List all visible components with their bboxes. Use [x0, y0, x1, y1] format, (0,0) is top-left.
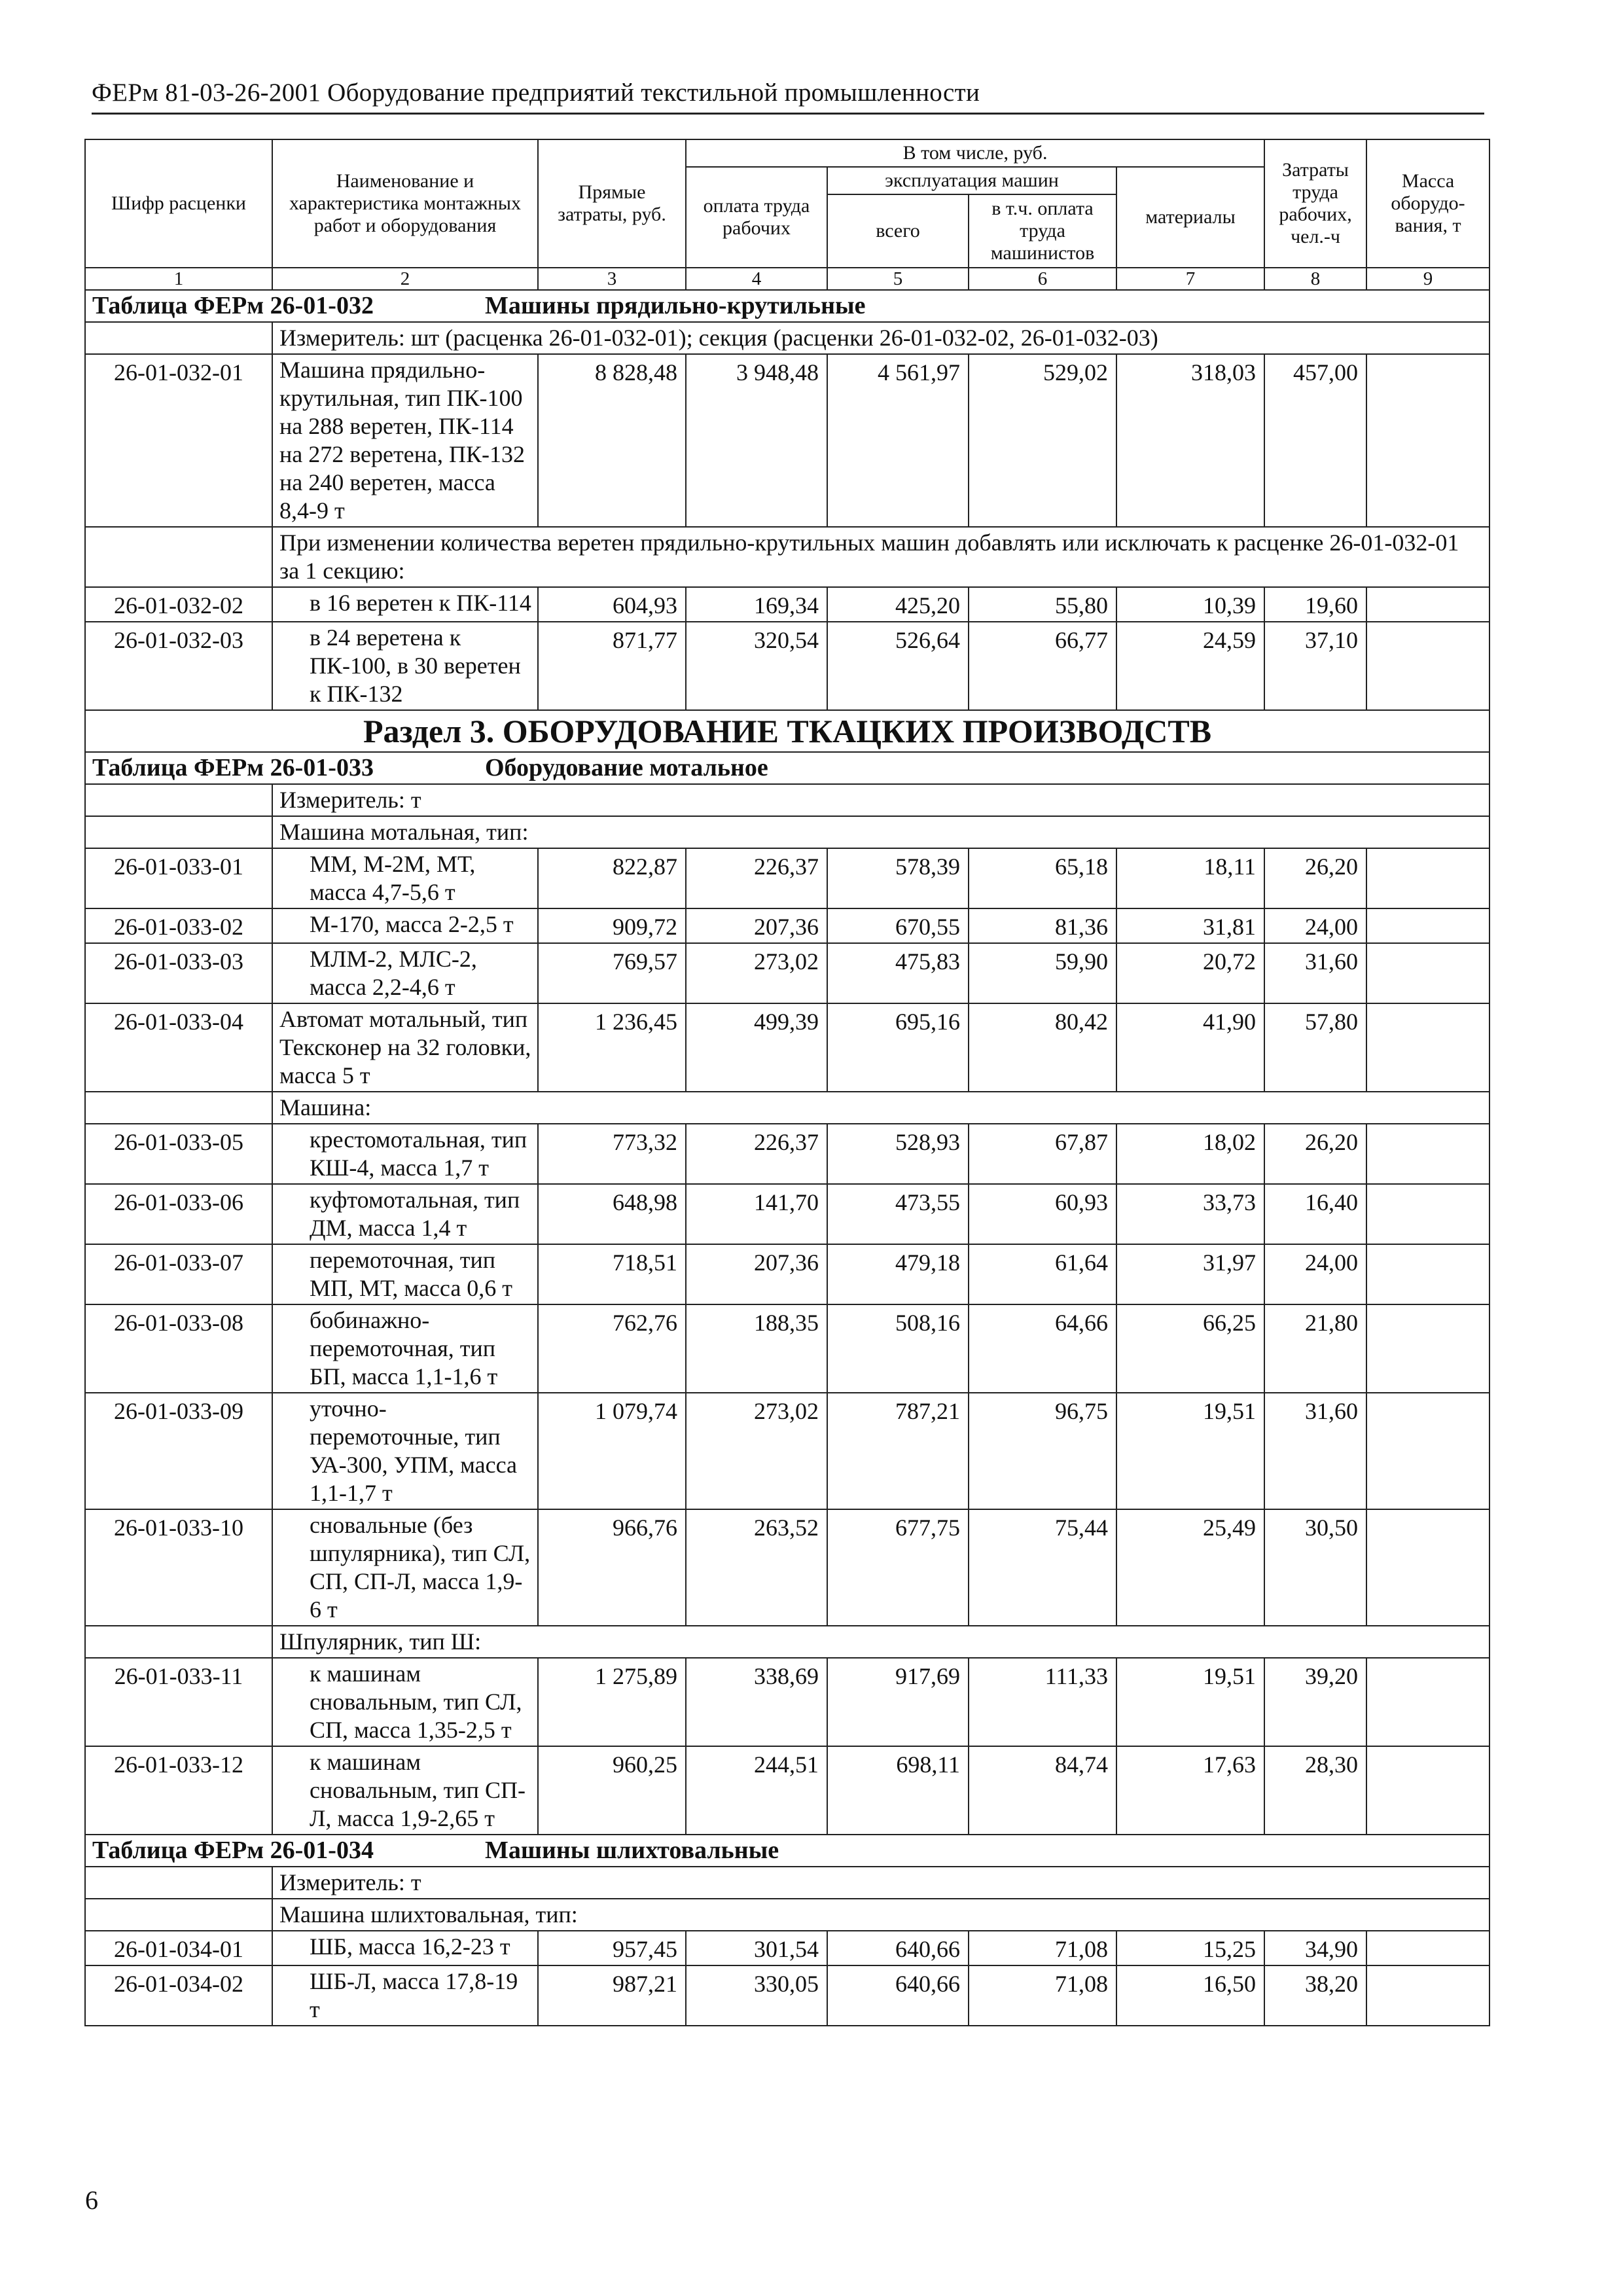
machines-total: 670,55: [827, 908, 969, 943]
rate-code: 26-01-033-11: [85, 1658, 272, 1746]
note-text: При изменении количества веретен прядильно-крутильных машин добавлять или исключать к расценке 26-01-032-01 за 1 секцию:: [272, 527, 1489, 587]
table-row: [85, 848, 1489, 908]
wages: 273,02: [686, 943, 827, 1003]
col-number: 1: [85, 268, 272, 290]
labor: 31,60: [1264, 1393, 1366, 1509]
col-header-machines: эксплуатация машин: [827, 167, 1116, 194]
machines-total: 508,16: [827, 1304, 969, 1393]
table-row: [85, 1965, 1489, 2026]
group-label: Машина:: [272, 1092, 1489, 1124]
mass: [1366, 1509, 1489, 1626]
wages: 188,35: [686, 1304, 827, 1393]
table-row: [85, 1244, 1489, 1304]
rates-table: [84, 139, 1490, 2026]
direct-costs: 762,76: [538, 1304, 686, 1393]
wages: 141,70: [686, 1184, 827, 1244]
mass: [1366, 908, 1489, 943]
mass: [1366, 848, 1489, 908]
rate-name: ШБ-Л, масса 17,8-19 т: [272, 1965, 538, 2026]
wages: 301,54: [686, 1931, 827, 1965]
rate-name: к машинам сновальным, тип СП-Л, масса 1,9-2,65 т: [272, 1746, 538, 1835]
direct-costs: 822,87: [538, 848, 686, 908]
rate-name: уточно-перемоточные, тип УА-300, УПМ, масса 1,1-1,7 т: [272, 1393, 538, 1509]
col-header-direct: Прямые затраты, руб.: [538, 139, 686, 268]
table-row: [85, 1184, 1489, 1244]
table-row: [85, 908, 1489, 943]
machines-wages: 60,93: [969, 1184, 1116, 1244]
direct-costs: 773,32: [538, 1124, 686, 1184]
wages: 499,39: [686, 1003, 827, 1092]
mass: [1366, 1931, 1489, 1965]
direct-costs: 871,77: [538, 622, 686, 710]
table-row: [85, 1003, 1489, 1092]
machines-wages: 66,77: [969, 622, 1116, 710]
machines-wages: 65,18: [969, 848, 1116, 908]
labor: 39,20: [1264, 1658, 1366, 1746]
table-name: Оборудование мотальное: [485, 754, 768, 781]
table-id: Таблица ФЕРм 26-01-034: [92, 1837, 374, 1864]
mass: [1366, 1393, 1489, 1509]
mass: [1366, 943, 1489, 1003]
section-title: Раздел 3. ОБОРУДОВАНИЕ ТКАЦКИХ ПРОИЗВОДСТВ: [85, 710, 1489, 752]
rate-name: куфтомотальная, тип ДМ, масса 1,4 т: [272, 1184, 538, 1244]
table-name: Машины прядильно-крутильные: [485, 292, 866, 319]
measure-text: Измеритель: шт (расценка 26-01-032-01); секция (расценки 26-01-032-02, 26-01-032-03): [272, 322, 1489, 354]
labor: 16,40: [1264, 1184, 1366, 1244]
direct-costs: 1 236,45: [538, 1003, 686, 1092]
mass: [1366, 1746, 1489, 1835]
direct-costs: 604,93: [538, 587, 686, 622]
mass: [1366, 587, 1489, 622]
labor: 28,30: [1264, 1746, 1366, 1835]
rate-code: 26-01-033-05: [85, 1124, 272, 1184]
materials: 318,03: [1116, 354, 1264, 527]
direct-costs: 960,25: [538, 1746, 686, 1835]
group-row: [85, 1092, 1489, 1124]
materials: 20,72: [1116, 943, 1264, 1003]
col-header-materials: материалы: [1116, 167, 1264, 268]
machines-wages: 111,33: [969, 1658, 1116, 1746]
materials: 33,73: [1116, 1184, 1264, 1244]
machines-wages: 71,08: [969, 1931, 1116, 1965]
col-header-wages: оплата труда рабочих: [686, 167, 827, 268]
labor: 24,00: [1264, 908, 1366, 943]
col-header-machines-wages: в т.ч. оплата труда машинистов: [969, 194, 1116, 268]
table-row: [85, 354, 1489, 527]
materials: 18,02: [1116, 1124, 1264, 1184]
measure-text: Измеритель: т: [272, 1867, 1489, 1899]
rate-code: 26-01-034-01: [85, 1931, 272, 1965]
machines-total: 528,93: [827, 1124, 969, 1184]
mass: [1366, 1003, 1489, 1092]
wages: 338,69: [686, 1658, 827, 1746]
machines-total: 479,18: [827, 1244, 969, 1304]
col-number: 8: [1264, 268, 1366, 290]
machines-total: 4 561,97: [827, 354, 969, 527]
labor: 34,90: [1264, 1931, 1366, 1965]
machines-wages: 71,08: [969, 1965, 1116, 2026]
machines-wages: 59,90: [969, 943, 1116, 1003]
rate-code: 26-01-033-06: [85, 1184, 272, 1244]
measure-row: [85, 784, 1489, 816]
rate-name: Машина прядильно-крутильная, тип ПК-100 на 288 веретен, ПК-114 на 272 веретена, ПК-132 на 240 веретен, масса 8,4-9 т: [272, 354, 538, 527]
table-row: [85, 1509, 1489, 1626]
wages: 207,36: [686, 1244, 827, 1304]
materials: 41,90: [1116, 1003, 1264, 1092]
col-header-labor: Затраты труда рабочих, чел.-ч: [1264, 139, 1366, 268]
wages: 330,05: [686, 1965, 827, 2026]
col-header-machines-total: всего: [827, 194, 969, 268]
labor: 26,20: [1264, 848, 1366, 908]
measure-text: Измеритель: т: [272, 784, 1489, 816]
mass: [1366, 354, 1489, 527]
table-id: Таблица ФЕРм 26-01-032: [92, 292, 374, 319]
rate-code: 26-01-032-02: [85, 587, 272, 622]
direct-costs: 1 275,89: [538, 1658, 686, 1746]
materials: 24,59: [1116, 622, 1264, 710]
table-title-row: [85, 290, 1489, 322]
rate-code: 26-01-033-08: [85, 1304, 272, 1393]
machines-total: 475,83: [827, 943, 969, 1003]
labor: 21,80: [1264, 1304, 1366, 1393]
machines-wages: 55,80: [969, 587, 1116, 622]
col-number: 9: [1366, 268, 1489, 290]
labor: 31,60: [1264, 943, 1366, 1003]
materials: 25,49: [1116, 1509, 1264, 1626]
materials: 66,25: [1116, 1304, 1264, 1393]
rate-code: 26-01-034-02: [85, 1965, 272, 2026]
table-row: [85, 943, 1489, 1003]
machines-wages: 96,75: [969, 1393, 1116, 1509]
mass: [1366, 1965, 1489, 2026]
wages: 226,37: [686, 1124, 827, 1184]
rate-name: перемоточная, тип МП, МТ, масса 0,6 т: [272, 1244, 538, 1304]
direct-costs: 8 828,48: [538, 354, 686, 527]
col-header-mass: Масса оборудо-вания, т: [1366, 139, 1489, 268]
rate-name: в 24 веретена к ПК-100, в 30 веретен к ПК-132: [272, 622, 538, 710]
machines-total: 917,69: [827, 1658, 969, 1746]
rate-code: 26-01-033-01: [85, 848, 272, 908]
table-row: [85, 1931, 1489, 1965]
rate-name: М-170, масса 2-2,5 т: [272, 908, 538, 943]
rate-name: ШБ, масса 16,2-23 т: [272, 1931, 538, 1965]
direct-costs: 987,21: [538, 1965, 686, 2026]
rate-name: в 16 веретен к ПК-114: [272, 587, 538, 622]
rate-name: крестомотальная, тип КШ-4, масса 1,7 т: [272, 1124, 538, 1184]
table-row: [85, 622, 1489, 710]
group-row: [85, 1626, 1489, 1658]
machines-total: 698,11: [827, 1746, 969, 1835]
direct-costs: 769,57: [538, 943, 686, 1003]
rate-code: 26-01-033-09: [85, 1393, 272, 1509]
mass: [1366, 1124, 1489, 1184]
materials: 19,51: [1116, 1393, 1264, 1509]
labor: 19,60: [1264, 587, 1366, 622]
rate-name: ММ, М-2М, МТ, масса 4,7-5,6 т: [272, 848, 538, 908]
wages: 320,54: [686, 622, 827, 710]
rate-code: 26-01-032-01: [85, 354, 272, 527]
col-number: 6: [969, 268, 1116, 290]
col-number: 3: [538, 268, 686, 290]
materials: 18,11: [1116, 848, 1264, 908]
machines-total: 787,21: [827, 1393, 969, 1509]
rate-name: к машинам сновальным, тип СЛ, СП, масса 1,35-2,5 т: [272, 1658, 538, 1746]
materials: 10,39: [1116, 587, 1264, 622]
machines-total: 640,66: [827, 1931, 969, 1965]
section-title-row: [85, 710, 1489, 752]
direct-costs: 718,51: [538, 1244, 686, 1304]
group-label: Машина шлихтовальная, тип:: [272, 1899, 1489, 1931]
rate-code: 26-01-033-07: [85, 1244, 272, 1304]
machines-wages: 67,87: [969, 1124, 1116, 1184]
table-row: [85, 1124, 1489, 1184]
wages: 169,34: [686, 587, 827, 622]
machines-wages: 84,74: [969, 1746, 1116, 1835]
wages: 263,52: [686, 1509, 827, 1626]
labor: 38,20: [1264, 1965, 1366, 2026]
rate-code: 26-01-033-03: [85, 943, 272, 1003]
materials: 19,51: [1116, 1658, 1264, 1746]
materials: 15,25: [1116, 1931, 1264, 1965]
group-row: [85, 1899, 1489, 1931]
note-row: [85, 527, 1489, 587]
machines-total: 640,66: [827, 1965, 969, 2026]
labor: 457,00: [1264, 354, 1366, 527]
machines-total: 473,55: [827, 1184, 969, 1244]
machines-wages: 64,66: [969, 1304, 1116, 1393]
direct-costs: 648,98: [538, 1184, 686, 1244]
machines-wages: 80,42: [969, 1003, 1116, 1092]
machines-total: 695,16: [827, 1003, 969, 1092]
table-row: [85, 1304, 1489, 1393]
page-number: 6: [85, 2185, 98, 2215]
rate-code: 26-01-033-12: [85, 1746, 272, 1835]
machines-wages: 529,02: [969, 354, 1116, 527]
rate-code: 26-01-033-10: [85, 1509, 272, 1626]
rates-table-wrap: [84, 139, 1489, 2026]
table-name: Машины шлихтовальные: [485, 1837, 779, 1864]
wages: 244,51: [686, 1746, 827, 1835]
rate-code: 26-01-033-04: [85, 1003, 272, 1092]
labor: 30,50: [1264, 1509, 1366, 1626]
labor: 24,00: [1264, 1244, 1366, 1304]
col-header-name: Наименование и характеристика монтажных работ и оборудования: [272, 139, 538, 268]
materials: 17,63: [1116, 1746, 1264, 1835]
table-row: [85, 1658, 1489, 1746]
mass: [1366, 1244, 1489, 1304]
column-numbers-row: [85, 268, 1489, 290]
machines-total: 677,75: [827, 1509, 969, 1626]
table-row: [85, 587, 1489, 622]
direct-costs: 909,72: [538, 908, 686, 943]
direct-costs: 1 079,74: [538, 1393, 686, 1509]
col-header-including: В том числе, руб.: [686, 139, 1264, 167]
col-number: 7: [1116, 268, 1264, 290]
col-number: 4: [686, 268, 827, 290]
group-row: [85, 816, 1489, 848]
materials: 16,50: [1116, 1965, 1264, 2026]
page-header: ФЕРм 81-03-26-2001 Оборудование предприятий текстильной промышленности: [92, 77, 1484, 115]
measure-row: [85, 1867, 1489, 1899]
group-label: Машина мотальная, тип:: [272, 816, 1489, 848]
col-number: 5: [827, 268, 969, 290]
col-header-code: Шифр расценки: [85, 139, 272, 268]
mass: [1366, 1184, 1489, 1244]
labor: 26,20: [1264, 1124, 1366, 1184]
direct-costs: 957,45: [538, 1931, 686, 1965]
machines-total: 526,64: [827, 622, 969, 710]
table-title-row: [85, 752, 1489, 784]
direct-costs: 966,76: [538, 1509, 686, 1626]
labor: 57,80: [1264, 1003, 1366, 1092]
mass: [1366, 1658, 1489, 1746]
machines-wages: 61,64: [969, 1244, 1116, 1304]
rate-code: 26-01-032-03: [85, 622, 272, 710]
mass: [1366, 1304, 1489, 1393]
table-row: [85, 1393, 1489, 1509]
materials: 31,81: [1116, 908, 1264, 943]
rate-name: МЛМ-2, МЛС-2, масса 2,2-4,6 т: [272, 943, 538, 1003]
group-label: Шпулярник, тип Ш:: [272, 1626, 1489, 1658]
measure-row: [85, 322, 1489, 354]
mass: [1366, 622, 1489, 710]
machines-wages: 81,36: [969, 908, 1116, 943]
rate-name: бобинажно-перемоточная, тип БП, масса 1,1-1,6 т: [272, 1304, 538, 1393]
wages: 3 948,48: [686, 354, 827, 527]
table-row: [85, 1746, 1489, 1835]
machines-total: 425,20: [827, 587, 969, 622]
wages: 207,36: [686, 908, 827, 943]
col-number: 2: [272, 268, 538, 290]
machines-total: 578,39: [827, 848, 969, 908]
table-id: Таблица ФЕРм 26-01-033: [92, 754, 374, 781]
rate-name: сновальные (без шпулярника), тип СЛ, СП, СП-Л, масса 1,9-6 т: [272, 1509, 538, 1626]
machines-wages: 75,44: [969, 1509, 1116, 1626]
wages: 273,02: [686, 1393, 827, 1509]
materials: 31,97: [1116, 1244, 1264, 1304]
labor: 37,10: [1264, 622, 1366, 710]
wages: 226,37: [686, 848, 827, 908]
rate-name: Автомат мотальный, тип Тексконер на 32 головки, масса 5 т: [272, 1003, 538, 1092]
table-title-row: [85, 1835, 1489, 1867]
rate-code: 26-01-033-02: [85, 908, 272, 943]
